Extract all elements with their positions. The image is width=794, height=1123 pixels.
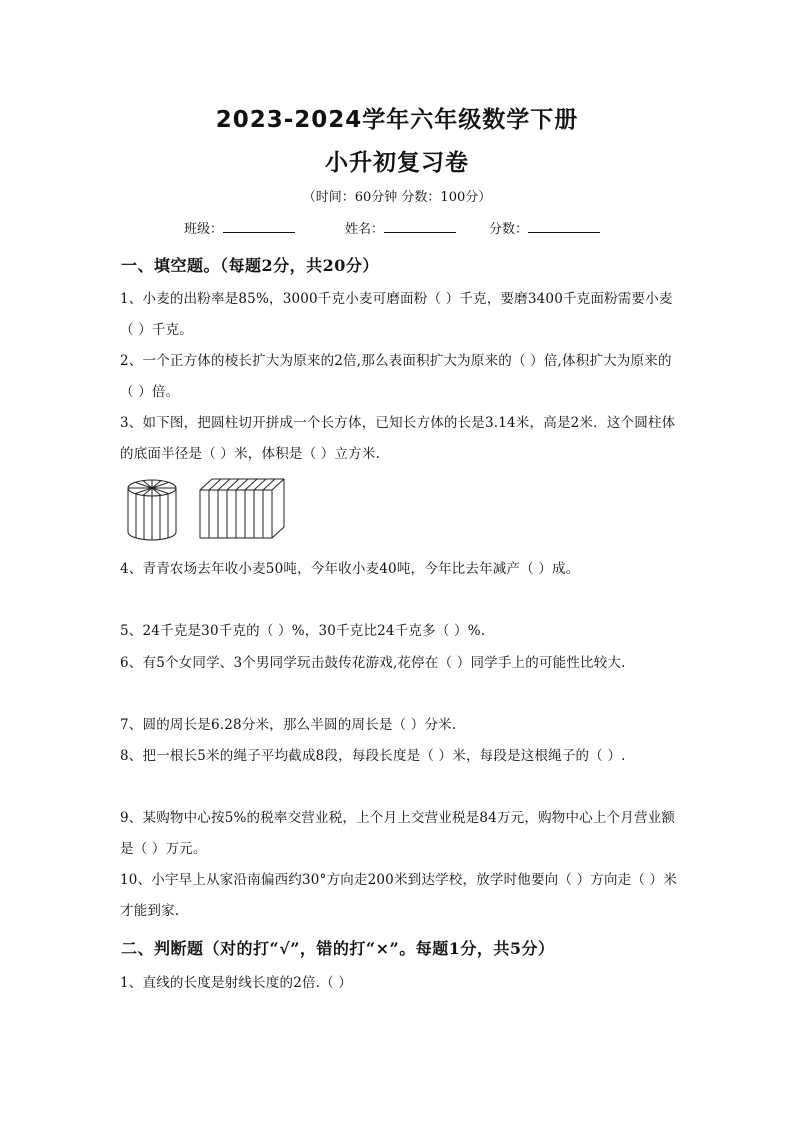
name-blank[interactable] <box>384 220 456 233</box>
question-2: 2、一个正方体的棱长扩大为原来的2倍,那么表面积扩大为原来的（ ）倍,体积扩大为原来的（ ）倍。 <box>120 353 672 400</box>
score-field <box>489 218 600 237</box>
class-field <box>184 218 295 237</box>
question-4: 4、青青农场去年收小麦50吨，今年收小麦40吨，今年比去年减产（ ）成。 <box>120 561 580 577</box>
question-1: 1、小麦的出粉率是85%，3000千克小麦可磨面粉（ ）千克，要磨3400千克面粉需要小麦（ ）千克。 <box>120 291 673 338</box>
cylinder-icon <box>128 480 176 540</box>
section1-heading: 一、填空题。（每题2分，共20分） <box>121 256 379 275</box>
question-3: 3、如下图，把圆柱切开拼成一个长方体，已知长方体的长是3.14米，高是2米．这个圆柱体的底面半径是（ ）米，体积是（ ）立方米. <box>120 415 676 462</box>
question-8: 8、把一根长5米的绳子平均截成8段，每段长度是（ ）米，每段是这根绳子的（ ）. <box>120 748 626 764</box>
judge-question-1: 1、直线的长度是射线长度的2倍.（ ） <box>120 975 353 991</box>
class-blank[interactable] <box>223 220 295 233</box>
score-blank[interactable] <box>528 220 600 233</box>
exam-meta: （时间：60分钟 分数：100分） <box>302 190 492 205</box>
question-9: 9、某购物中心按5%的税率交营业税，上个月上交营业税是84万元，购物中心上个月营业额是（ ）万元。 <box>120 810 676 857</box>
cuboid-icon <box>200 479 284 538</box>
name-label: 姓名： <box>345 222 385 237</box>
exam-title: 2023-2024学年六年级数学下册 <box>215 107 579 133</box>
cylinder-to-cuboid-figure <box>124 476 294 542</box>
question-10: 10、小宇早上从家沿南偏西约30°方向走200米到达学校，放学时他要向（ ）方向走（ ）米才能到家. <box>120 872 677 919</box>
question-7: 7、圆的周长是6.28分米，那么半圆的周长是（ ）分米. <box>120 717 457 733</box>
question-6: 6、有5个女同学、3个男同学玩击鼓传花游戏,花停在（ ）同学手上的可能性比较大. <box>120 655 626 671</box>
exam-subtitle: 小升初复习卷 <box>325 150 469 176</box>
name-field <box>345 218 456 237</box>
section2-heading: 二、判断题（对的打“√”，错的打“×”。每题1分，共5分） <box>121 939 555 958</box>
score-label: 分数： <box>489 222 529 237</box>
class-label: 班级： <box>184 222 224 237</box>
question-5: 5、24千克是30千克的（ ）%，30千克比24千克多（ ）%. <box>120 623 486 639</box>
